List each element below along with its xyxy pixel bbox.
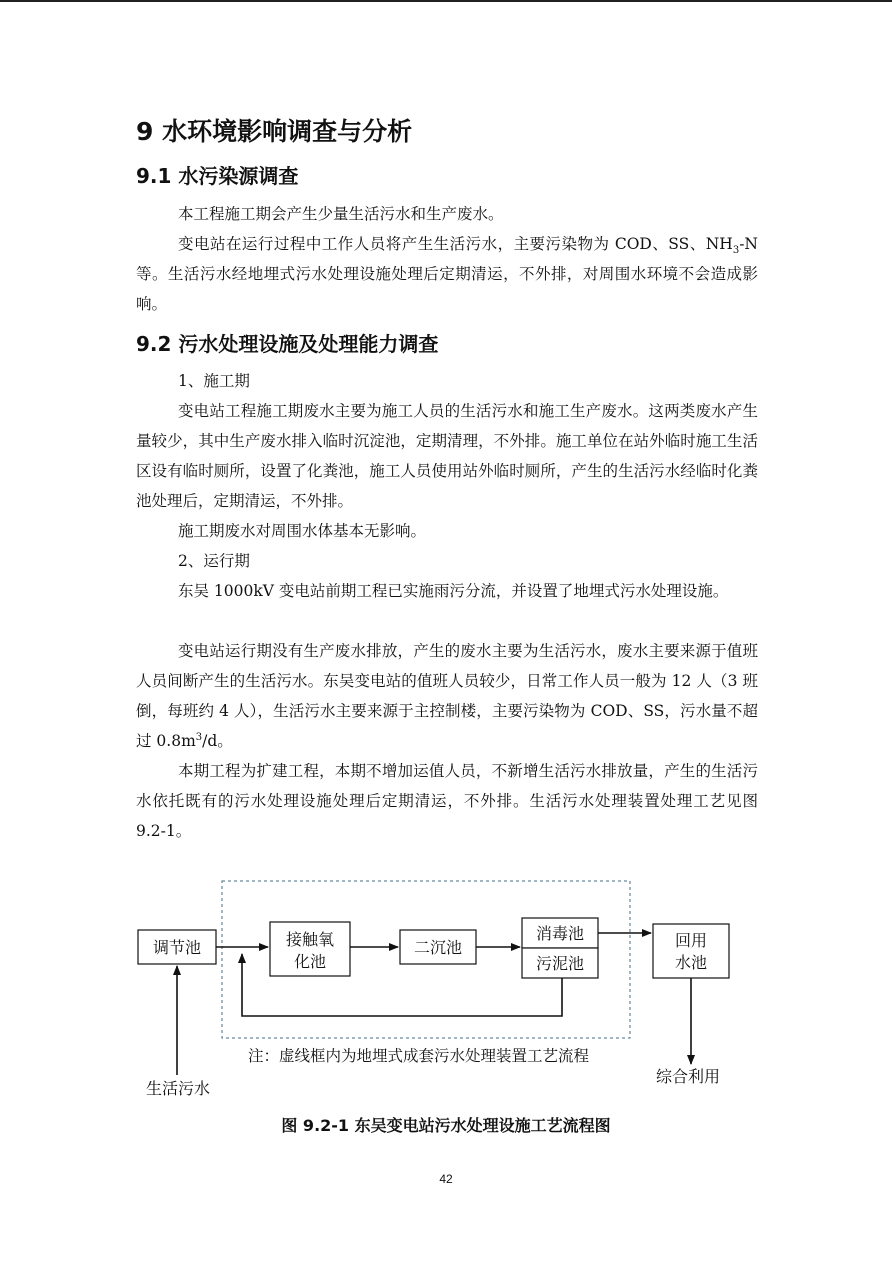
chapter-heading: 9 水环境影响调查与分析	[136, 117, 413, 146]
paragraph: 变电站在运行过程中工作人员将产生生活污水，主要污染物为 COD、SS、$NH_3-N$ 等。生活污水经地埋式污水处理设施处理后定期清运，不外排，对周围水环境不会造成影响。	[136, 235, 758, 313]
label-source: 生活污水	[146, 1079, 211, 1098]
diagram-note: 注：虚线框内为地埋式成套污水处理装置工艺流程	[248, 1047, 590, 1065]
paragraph: 变电站运行期没有生产废水排放，产生的废水主要为生活污水，废水主要来源于值班人员间断产生的生活污水。东吴变电站的值班人员较少，日常工作人员一般为 12 人（3 班倒，每班约 4 人），生活污水主要来源于主控制楼，主要污染物为 COD、SS，污水量不超过 $0.8m^3/d$。	[136, 642, 758, 750]
label-tiaojie: 调节池	[152, 938, 202, 957]
figure-caption: 图 9.2-1 东吴变电站污水处理设施工艺流程图	[281, 1116, 611, 1135]
list-item: 1、施工期	[178, 372, 250, 390]
label-jiechu-1: 接触氧	[285, 930, 335, 949]
label-wuni: 污泥池	[535, 954, 585, 973]
paragraph: 本期工程为扩建工程，本期不增加运值人员，不新增生活污水排放量，产生的生活污水依托既有的污水处理设施处理后定期清运，不外排。生活污水处理装置处理工艺见图 9.2-1。	[136, 762, 758, 840]
process-flow-diagram	[130, 878, 770, 1103]
top-rule	[0, 0, 892, 2]
list-item: 2、运行期	[178, 552, 250, 570]
section-heading-9-2: 9.2 污水处理设施及处理能力调查	[136, 332, 439, 356]
section-heading-9-1: 9.1 水污染源调查	[136, 164, 299, 188]
label-jiechu-2: 化池	[293, 952, 327, 971]
paragraph: 施工期废水对周围水体基本无影响。	[178, 522, 427, 540]
page-number: 42	[439, 1172, 453, 1186]
label-erchen: 二沉池	[413, 938, 463, 957]
label-huiyong-2: 水池	[674, 953, 708, 972]
label-xiaodu: 消毒池	[535, 924, 585, 943]
paragraph: 东吴 1000kV 变电站前期工程已实施雨污分流，并设置了地埋式污水处理设施。	[178, 582, 729, 600]
paragraph: 本工程施工期会产生少量生活污水和生产废水。	[178, 205, 504, 223]
paragraph: 变电站工程施工期废水主要为施工人员的生活污水和施工生产废水。这两类废水产生量较少，其中生产废水排入临时沉淀池，定期清理，不外排。施工单位在站外临时施工生活区设有临时厕所，设置了化粪池，施工人员使用站外临时厕所，产生的生活污水经临时化粪池处理后，定期清运，不外排。	[136, 402, 758, 510]
label-huiyong-1: 回用	[674, 931, 708, 950]
label-reuse: 综合利用	[656, 1067, 721, 1086]
